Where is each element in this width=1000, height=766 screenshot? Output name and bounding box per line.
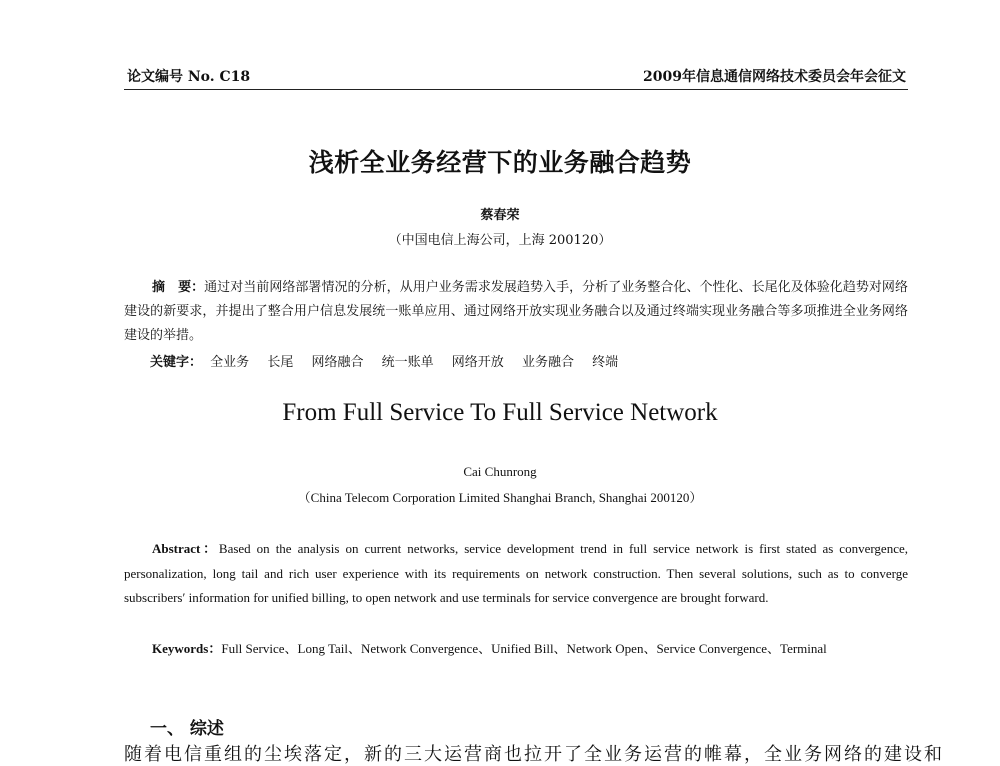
english-keywords-text: Full Service、Long Tail、Network Convergence、Unified Bill、Network Open、Service Convergence、Terminal [221,641,827,656]
chinese-author: 蔡春荣 [480,208,520,223]
chinese-keyword: 网络融合 [311,355,364,370]
header-divider [124,89,908,90]
chinese-keywords-label: 关键字： [150,355,203,370]
english-title: From Full Service To Full Service Network [282,399,718,426]
section-heading: 一、 综述 [150,719,224,739]
chinese-keyword: 业务融合 [521,355,574,370]
chinese-abstract-text: 通过对当前网络部署情况的分析，从用户业务需求发展趋势入手，分析了业务整合化、个性化、长尾化及体验化趋势对网络建设的新要求，并提出了整合用户信息发展统一账单应用、通过网络开放实现业务融合以及通过终端实现业务融合等多项推进全业务网络建设的举措。 [124,280,908,343]
chinese-title: 浅析全业务经营下的业务融合趋势 [308,148,692,177]
chinese-abstract [124,276,908,348]
paper-number: 论文编号 No. C18 [127,69,251,85]
english-keywords-label: Keywords： [152,641,222,656]
english-abstract [124,537,908,611]
body-first-line: 随着电信重组的尘埃落定，新的三大运营商也拉开了全业务运营的帷幕，全业务网络的建设和 [124,744,944,765]
chinese-keywords [150,351,628,370]
chinese-keyword: 全业务 [210,355,250,370]
chinese-keyword: 网络开放 [451,355,504,370]
english-author: Cai Chunrong [463,464,537,479]
chinese-keyword: 终端 [592,355,619,370]
english-affiliation: （China Telecom Corporation Limited Shanghai Branch, Shanghai 200120） [297,490,703,505]
chinese-keyword: 长尾 [267,355,294,370]
chinese-keyword: 统一账单 [381,355,434,370]
chinese-abstract-label: 摘 要： [152,280,205,295]
conference-name: 2009年信息通信网络技术委员会年会征文 [643,69,906,85]
chinese-affiliation: （中国电信上海公司，上海 200120） [388,233,612,248]
english-keywords [124,637,908,662]
english-abstract-text: Based on the analysis on current networks, service development trend in full service network is first stated as convergence, personalization, long tail and rich user experience with its requirements on network construction. Then several solutions, such as to converge subscribers′ information for unified billing, to open network and use terminals for service convergence are brought forward. [124,541,908,605]
english-abstract-label: Abstract： [152,541,219,556]
